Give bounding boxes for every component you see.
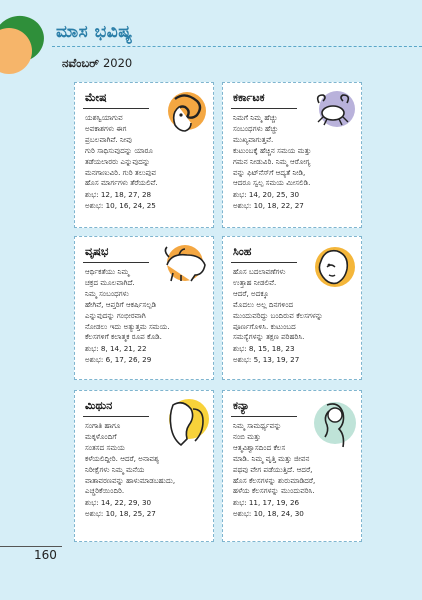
title-rule	[231, 108, 297, 109]
corner-leaf-logo	[0, 16, 44, 74]
card-line: ಸಂತಸದ ಸಮಯ	[85, 442, 125, 452]
card-line: ವನ್ನು ಫಿಟ್‌ನೆಸ್‌ಗೆ ಆದ್ಯತೆ ನೀಡಿ,	[233, 167, 306, 177]
card-line: ನಿಮ್ಮ ಸಂಬಂಧಗಳು	[85, 288, 129, 298]
card-line: ವಾತಾವರಣವನ್ನು ಹಾಳುಮಾಡಬಹುದು,	[85, 475, 176, 485]
lucky-numbers: ಶುಭ: 8, 15, 18, 23	[233, 344, 295, 354]
unlucky-numbers: ಅಶುಭ: 10, 18, 25, 27	[85, 509, 156, 519]
card-line: ಮೊದಲು ಅಲ್ಲ ದಿನಗಳಿಂದ	[233, 299, 294, 309]
bull-icon	[159, 243, 213, 285]
card-line: ಸಮಸ್ಯೆಗಳನ್ನು ತಕ್ಷಣ ಪರಿಹರಿಸಿ.	[233, 332, 305, 342]
card-line: ಆತ್ಮವಿಶ್ವಾಸದಿಂದ ಕೆಲಸ	[233, 442, 286, 452]
twins-icon	[159, 395, 213, 451]
lucky-numbers: ಶುಭ: 12, 18, 27, 28	[85, 190, 152, 200]
title-rule	[83, 108, 149, 109]
horoscope-card-mesha	[74, 82, 214, 228]
card-line: ಪಥವು ವೇಗ ಪಡೆಯುತ್ತಿದೆ. ಆದರೆ,	[233, 464, 313, 474]
sign-title: ಮೇಷ	[85, 91, 107, 104]
sign-title: ಸಿಂಹ	[233, 245, 252, 258]
card-line: ಗುರಿ ಸಾಧಿಸುವುದನ್ನು ಯಾರೂ	[85, 145, 154, 155]
card-line: ತಡೆಯಲಾರರು ಎನ್ನುವುದನ್ನು	[85, 156, 151, 166]
horoscope-card-karkataka	[222, 82, 362, 228]
lucky-numbers: ಶುಭ: 14, 20, 25, 30	[233, 190, 300, 200]
lucky-numbers: ಶುಭ: 14, 22, 29, 30	[85, 498, 152, 508]
lion-icon	[307, 243, 359, 293]
card-line: ಯಶಸ್ವಿಯಾಗುವ	[85, 113, 123, 122]
card-line: ಗಮನ ನೀಡುವಿರಿ. ನಿಮ್ಮ ಆರೋಗ್ಯ	[233, 156, 311, 166]
ram-icon	[161, 89, 211, 135]
unlucky-numbers: ಅಶುಭ: 10, 18, 22, 27	[233, 201, 304, 211]
card-line: ಮಕ್ಕಳೊಂದಿಗೆ	[85, 431, 117, 441]
card-line: ಪ್ರಬಲವಾಗಿವೆ. ನೀವು	[85, 134, 132, 144]
page-header: ಮಾಸ ಭವಿಷ್ಯ	[56, 22, 133, 42]
card-line: ಎನ್ನುವುದನ್ನು ಗಂಭೀರವಾಗಿ	[85, 310, 146, 320]
title-rule	[231, 416, 297, 417]
card-line: ಕಳೆಯಲಿದ್ದೀರಿ. ಆದರೆ, ಅನಾವಶ್ಯ	[85, 453, 160, 463]
card-line: ಕೆಲಸಗಳಿಗೆ ಕಲಾತ್ಮಕ ರೂಪ ಕೊಡಿ.	[85, 332, 162, 342]
card-line: ಸಂಗಾತಿ ಹಾಗೂ	[85, 421, 121, 430]
horoscope-card-mithuna	[74, 390, 214, 542]
page-number: 160	[34, 548, 57, 562]
title-rule	[231, 262, 297, 263]
crab-icon	[309, 89, 359, 131]
card-line: ಮುಂದುವರಿದ್ದು ಬಂದಿರುವ ಕೆಲಸಗಳನ್ನು	[233, 310, 324, 320]
card-line: ಆರ್ಥಿಕತೆಯು ನಿಮ್ಮ	[85, 267, 130, 276]
unlucky-numbers: ಅಶುಭ: 5, 13, 19, 27	[233, 355, 300, 365]
card-line: ನಿರೀಕ್ಷೆಗಳು ನಿಮ್ಮ ಮನೆಯ	[85, 464, 145, 474]
header-divider	[52, 46, 422, 47]
sign-title: ಮಿಥುನ	[85, 399, 113, 412]
card-line: ಉತ್ತಾಹ ನೀಡಲಿವೆ.	[233, 277, 277, 287]
card-line: ಹೊಸ ಕೆಲಸಗಳನ್ನು ಶುರುಮಾಡಿದರೆ,	[233, 475, 316, 485]
card-line: ನಂಬಿ ಮತ್ತು	[233, 431, 261, 441]
card-line: ಹೇಗಿವೆ, ಆಪ್ತರಿಗೆ ಆಕರ್ಷಿಸಲ್ಪಡಿ	[85, 299, 157, 309]
sign-title: ವೃಷಭ	[85, 245, 109, 258]
card-line: ನಿಮಗೆ ನಿಮ್ಮ ಹೆಚ್ಚು	[233, 113, 278, 122]
card-line: ಅವಕಾಶಗಳು ಈಗ	[85, 123, 127, 133]
footer-rule	[0, 546, 62, 547]
sign-title: ಕರ್ಕಾಟಕ	[233, 91, 265, 104]
unlucky-numbers: ಅಶುಭ: 10, 18, 24, 30	[233, 509, 304, 519]
card-line: ಹೊಸ ಮಾರ್ಗಗಳು ತೆರೆಯಲಿವೆ.	[85, 178, 158, 188]
lucky-numbers: ಶುಭ: 11, 17, 19, 26	[233, 498, 300, 508]
unlucky-numbers: ಅಶುಭ: 6, 17, 26, 29	[85, 355, 152, 365]
unlucky-numbers: ಅಶುಭ: 10, 16, 24, 25	[85, 201, 156, 211]
title-rule	[83, 262, 149, 263]
card-line: ಮಾಡಿ. ನಿಮ್ಮ ವೃತ್ತಿ ಮತ್ತು ಜೀವನ	[233, 453, 310, 463]
card-line: ಹೊಸ ಬದಲಾವಣೆಗಳು	[233, 267, 286, 276]
card-line: ಆದರೆ, ಅದಕ್ಕೂ	[233, 288, 269, 298]
month-name: ನವೆಂಬರ್	[62, 56, 99, 70]
horoscope-card-kanya	[222, 390, 362, 542]
card-line: ನಿಮ್ಮ ಸಾಮರ್ಥ್ಯವನ್ನು	[233, 421, 282, 430]
card-line: ಮನಗಾಣುವಿರಿ. ಗುರಿ ತಲುಪುವ	[85, 167, 157, 177]
card-line: ನೋಡಲು ಇದು ಅತ್ಯುತ್ತಮ ಸಮಯ.	[85, 321, 170, 331]
card-line: ಕುಟುಂಬಕ್ಕೆ ಹೆಚ್ಚಿನ ಸಮಯ ಮತ್ತು	[233, 145, 312, 155]
card-line: ಪೂರ್ಣಗೊಳಿಸಿ. ಕುಟುಂಬದ	[233, 321, 296, 331]
horoscope-card-simha	[222, 236, 362, 380]
month-title	[62, 56, 132, 71]
title-rule	[83, 416, 149, 417]
card-line: ಹಳೆಯ ಕೆಲಸಗಳನ್ನು ಮುಂದುವರಿಸಿ.	[233, 486, 315, 496]
month-year: 2020	[102, 56, 133, 70]
card-line: ಚಕ್ರದ ಮೂಲವಾಗಿದೆ.	[85, 277, 135, 287]
horoscope-card-vrushabha	[74, 236, 214, 380]
card-line: ಆದರೂ ಸ್ವಲ್ಪ ಸಮಯ ಮೀಸಲಿಡಿ.	[233, 178, 311, 188]
maiden-icon	[309, 397, 359, 455]
card-line: ಸಂಬಂಧಗಳು ಹೆಚ್ಚು	[233, 123, 279, 133]
lucky-numbers: ಶುಭ: 8, 14, 21, 22	[85, 344, 147, 354]
sign-title: ಕನ್ಯಾ	[233, 399, 250, 412]
card-line: ಮುಖ್ಯವಾಗುತ್ತವೆ.	[233, 134, 274, 144]
card-line: ಎಚ್ಚರಿಕೆಯಿಂದಿರಿ.	[85, 486, 125, 496]
